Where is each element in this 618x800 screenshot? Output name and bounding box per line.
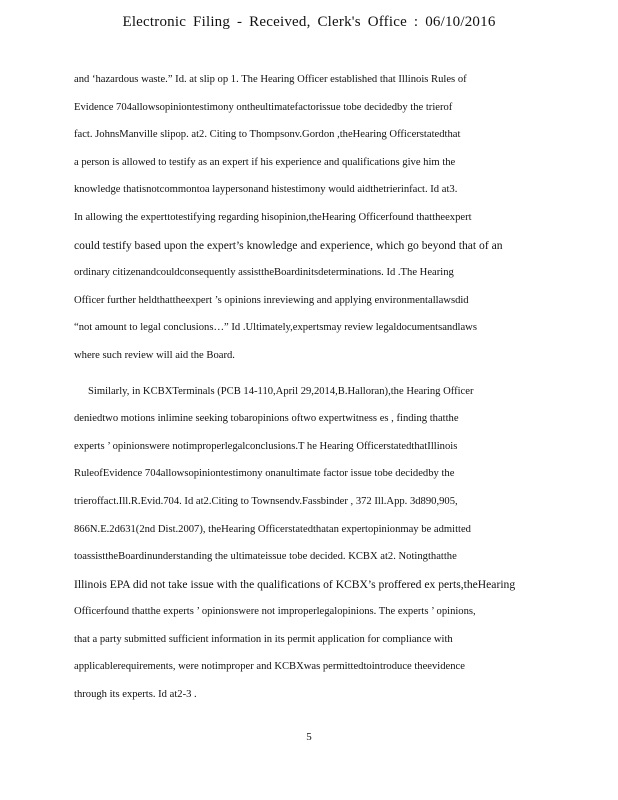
text-line: applicablerequirements, were notimproper and KCBXwas permittedtointroduce theevidence (74, 661, 465, 673)
text-line: In allowing the experttotestifying regarding hisopinion,theHearing Officerfound thattheexpert (74, 211, 472, 223)
text-line: knowledge thatisnotcommontoa laypersonand histestimony would aidthetrierinfact. Id at3. (74, 184, 458, 196)
text-line: could testify based upon the expert’s knowledge and experience, which go beyond that of an (74, 238, 503, 252)
text-line: through its experts. Id at2-3 . (74, 689, 197, 701)
text-line: 866N.E.2d631(2nd Dist.2007), theHearing Officerstatedthatan expertopinionmay be admitted (74, 523, 471, 535)
paragraph-1 (74, 66, 544, 370)
text-line: Officerfound thatthe experts ’ opinionswere not improperlegalopinions. The experts ’ opinions, (74, 606, 476, 618)
text-line: RuleofEvidence 704allowsopiniontestimony onanultimate factor issue tobe decidedby the (74, 468, 455, 480)
text-line: and ‘hazardous waste.” Id. at slip op 1. The Hearing Officer established that Illinois Rules of (74, 74, 467, 85)
text-line: Evidence 704allowsopiniontestimony ontheultimatefactorissue tobe decidedby the trierof (74, 101, 453, 113)
text-line: experts ’ opinionswere notimproperlegalconclusions.T he Hearing OfficerstatedthatIllinois (74, 440, 458, 452)
document-body (74, 66, 544, 709)
text-line: that a party submitted sufficient information in its permit application for compliance with (74, 633, 453, 645)
page-number: 5 (306, 731, 312, 743)
text-line: trieroffact.Ill.R.Evid.704. Id at2.Citing to Townsendv.Fassbinder , 372 Ill.App. 3d890,905, (74, 495, 458, 507)
text-line: “not amount to legal conclusions…” Id .Ultimately,expertsmay review legaldocumentsandlaws (74, 322, 477, 334)
filing-stamp-header: Electronic Filing - Received, Clerk's Office : 06/10/2016 (122, 14, 496, 30)
text-line: Similarly, in KCBXTerminals (PCB 14-110,April 29,2014,B.Halloran),the Hearing Officer (88, 385, 474, 397)
text-line: deniedtwo motions inlimine seeking tobaropinions oftwo expertwitness es , finding thatthe (74, 413, 459, 425)
text-line: a person is allowed to testify as an expert if his experience and qualifications give him the (74, 156, 456, 168)
text-line: fact. JohnsManville slipop. at2. Citing to Thompsonv.Gordon ,theHearing Officerstatedthat (74, 129, 461, 141)
text-line: Illinois EPA did not take issue with the qualifications of KCBX’s proffered ex perts,theHearing (74, 577, 516, 591)
paragraph-gap (74, 370, 544, 378)
paragraph-2 (74, 378, 544, 709)
text-line: ordinary citizenandcouldconsequently assisttheBoardinitsdeterminations. Id .The Hearing (74, 267, 454, 279)
text-line: Officer further heldthattheexpert ’s opinions inreviewing and applying environmentallawsdid (74, 294, 469, 306)
text-line: toassisttheBoardinunderstanding the ultimateissue tobe decided. KCBX at2. Notingthatthe (74, 551, 457, 563)
text-line: where such review will aid the Board. (74, 349, 235, 361)
